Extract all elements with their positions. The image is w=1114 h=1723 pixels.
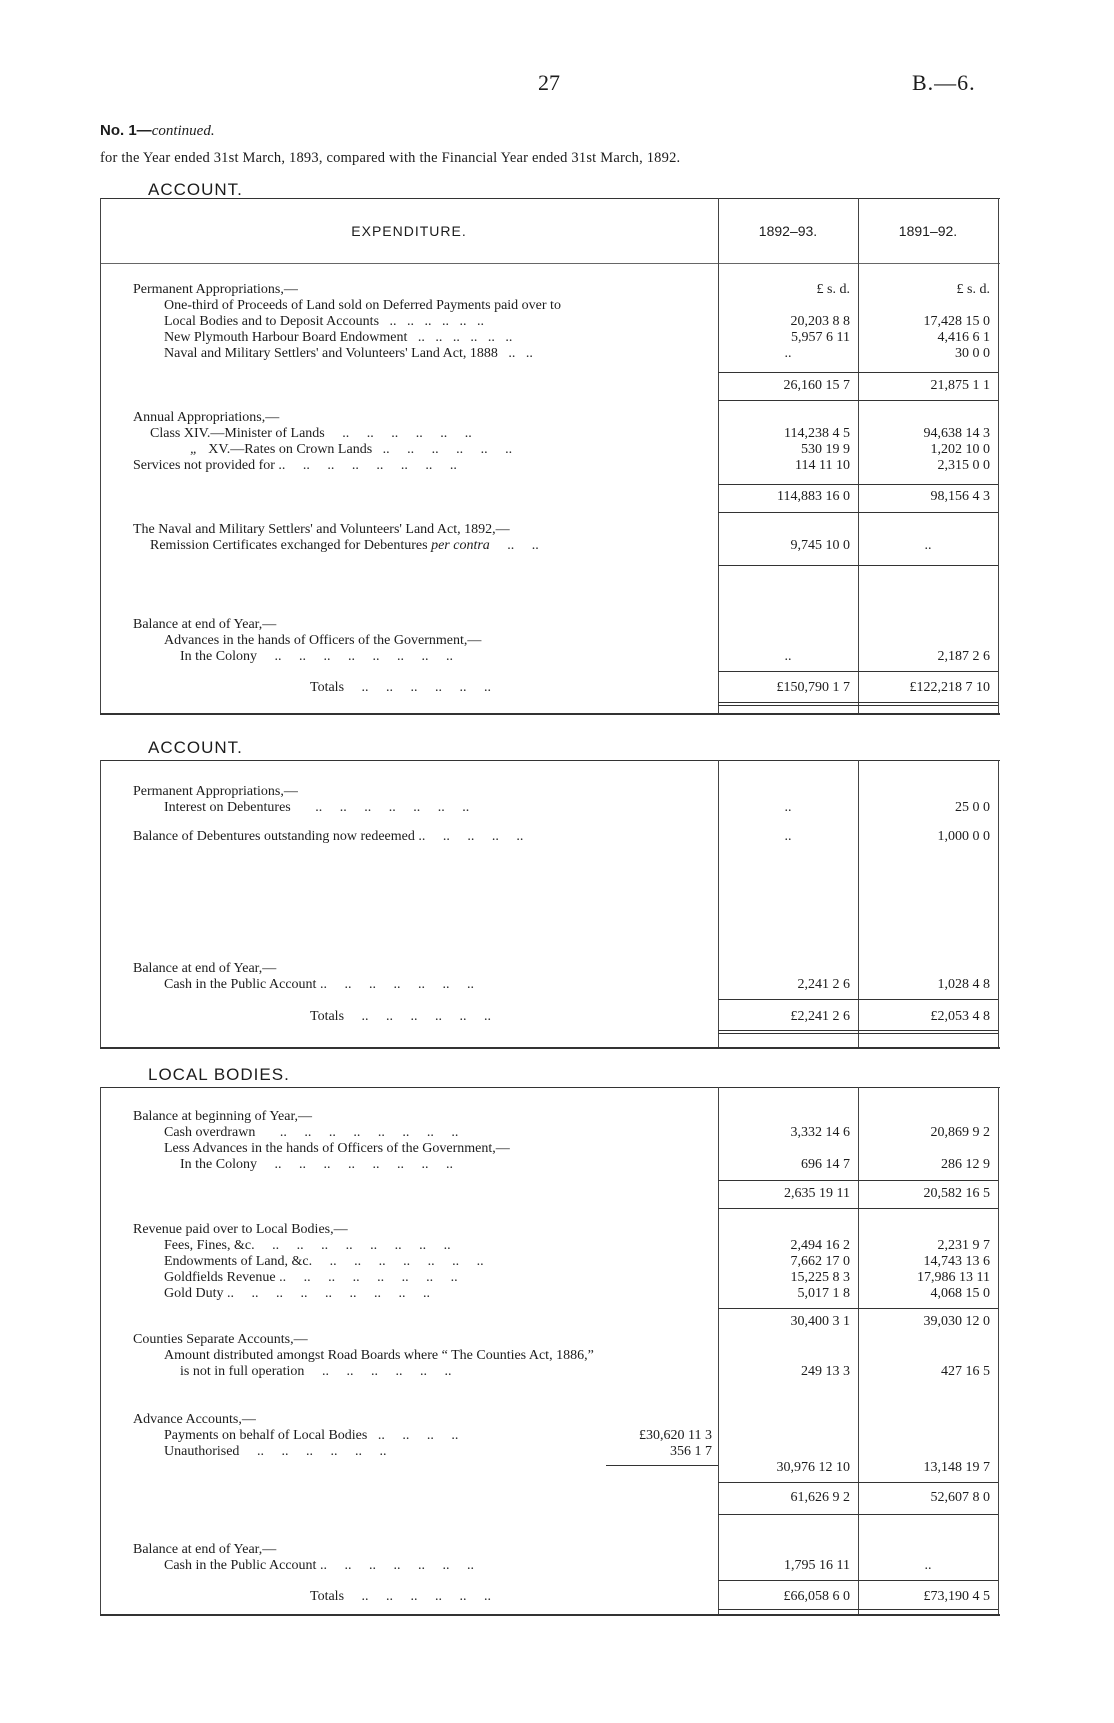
totals-label: Totals — [310, 1009, 345, 1024]
line-item-label: In the Colony — [180, 1157, 257, 1172]
value-1891-92: 286 12 9 — [941, 1157, 990, 1172]
totals-label: Totals — [310, 1589, 345, 1604]
document-reference: B.—6. — [912, 70, 976, 95]
value-1892-93: 2,494 16 2 — [790, 1238, 850, 1253]
value-1892-93: 5,017 1 8 — [797, 1286, 850, 1301]
value-1892-93: 7,662 17 0 — [790, 1254, 850, 1269]
dot-leader: .. .. .. .. .. .. — [372, 442, 513, 457]
totals-row — [310, 1589, 712, 1605]
group-heading: Permanent Appropriations,— — [133, 282, 298, 297]
value-1892-93: 696 14 7 — [801, 1157, 850, 1172]
value-1891-92: 1,028 4 8 — [937, 977, 990, 992]
group-heading: Balance at end of Year,— — [133, 1542, 277, 1557]
dot-leader: .. .. .. .. .. .. — [344, 680, 492, 695]
value-1891-92: 4,068 15 0 — [930, 1286, 990, 1301]
line-item: Amount distributed amongst Road Boards where “ The Counties Act, 1886,” — [164, 1348, 594, 1363]
line-item — [133, 829, 712, 845]
line-item: Less Advances in the hands of Officers of the Government,— — [164, 1141, 510, 1156]
line-item-label: Cash overdrawn — [164, 1125, 256, 1140]
dot-leader: .. .. .. .. .. .. .. .. — [257, 1157, 453, 1172]
line-item-label: Local Bodies and to Deposit Accounts — [164, 314, 380, 329]
line-item-label: Gold Duty — [164, 1286, 224, 1301]
line-item — [190, 442, 712, 458]
value-1891-92: 20,869 9 2 — [930, 1125, 990, 1140]
group-heading: Balance at end of Year,— — [133, 961, 277, 976]
inner-amount: £30,620 11 3 — [639, 1428, 712, 1443]
dot-leader: .. .. .. .. .. .. .. .. — [255, 1125, 459, 1140]
value-1891-92: 4,416 6 1 — [937, 330, 990, 345]
dot-leader: .. .. .. .. .. .. .. — [290, 800, 470, 815]
ditto-mark: „ — [190, 442, 198, 457]
value-1891-92: 94,638 14 3 — [923, 426, 990, 441]
value-1891-92: 2,315 0 0 — [937, 458, 990, 473]
subtotal-1892-93: 2,635 19 11 — [784, 1186, 850, 1201]
dot-leader: .. .. — [497, 346, 533, 361]
line-item — [150, 538, 712, 554]
line-item — [164, 314, 712, 330]
line-item — [164, 800, 712, 816]
line-item-label: Payments on behalf of Local Bodies — [164, 1428, 368, 1443]
value-1892-93: .. — [784, 829, 792, 844]
group-heading: The Naval and Military Settlers' and Volunteers' Land Act, 1892,— — [133, 522, 510, 537]
total-1891-92: £73,190 4 5 — [923, 1589, 990, 1604]
totals-label: Totals — [310, 680, 345, 695]
totals-row — [310, 1009, 712, 1025]
dot-leader: .. .. .. .. .. .. — [407, 330, 513, 345]
table-number — [100, 122, 215, 140]
value-1891-92: .. — [924, 538, 932, 553]
value-1892-93: 2,241 2 6 — [797, 977, 850, 992]
page-subtitle: for the Year ended 31st March, 1893, compared with the Financial Year ended 31st March, 1892. — [100, 150, 681, 166]
line-item — [164, 1254, 712, 1270]
dot-leader: .. .. .. .. .. .. — [344, 1009, 492, 1024]
value-1891-92: 13,148 19 7 — [923, 1460, 990, 1475]
dot-leader: .. .. .. .. .. .. .. .. .. — [223, 1286, 430, 1301]
section-heading-account: ACCOUNT. — [148, 738, 243, 757]
column-header-1892-93: 1892–93. — [758, 223, 818, 239]
dot-leader: .. .. — [489, 538, 539, 553]
value-1892-93: 15,225 8 3 — [790, 1270, 850, 1285]
line-item — [164, 1270, 712, 1286]
total-1891-92: £122,218 7 10 — [909, 680, 990, 695]
value-1891-92: 2,187 2 6 — [937, 649, 990, 664]
value-1892-93: 1,795 16 11 — [784, 1558, 850, 1573]
total-1892-93: £2,241 2 6 — [790, 1009, 850, 1024]
inner-amount: 356 1 7 — [670, 1444, 712, 1459]
group-heading: Annual Appropriations,— — [133, 410, 280, 425]
column-header-1891-92: 1891–92. — [898, 223, 958, 239]
value-1891-92: 427 16 5 — [941, 1364, 990, 1379]
line-item-label: Naval and Military Settlers' and Volunteers' Land Act, 1888 — [164, 346, 498, 361]
line-item-label: XV.—Rates on Crown Lands — [208, 442, 373, 457]
subtotal-1892-93: 114,883 16 0 — [777, 489, 850, 504]
line-item-label: In the Colony — [180, 649, 257, 664]
line-item-label: New Plymouth Harbour Board Endowment — [164, 330, 408, 345]
group-heading: Advance Accounts,— — [133, 1412, 256, 1427]
line-item — [164, 977, 712, 993]
totals-row — [310, 680, 712, 696]
value-1891-92: 1,202 10 0 — [930, 442, 990, 457]
line-item-label: Endowments of Land, &c. — [164, 1254, 313, 1269]
dot-leader: .. .. .. .. .. .. .. .. — [275, 1270, 458, 1285]
dot-leader: .. .. .. .. .. .. — [304, 1364, 452, 1379]
line-item — [164, 1238, 712, 1254]
value-1891-92: 30 0 0 — [955, 346, 990, 361]
line-item-label: Unauthorised — [164, 1444, 240, 1459]
line-item-label: Remission Certificates exchanged for Debentures — [150, 538, 432, 553]
line-item: One-third of Proceeds of Land sold on Deferred Payments paid over to — [164, 298, 561, 313]
value-1892-93: 20,203 8 8 — [790, 314, 850, 329]
value-1892-93: 114 11 10 — [795, 458, 850, 473]
line-item-label-italic: per contra — [431, 538, 490, 553]
value-1891-92: 14,743 13 6 — [923, 1254, 990, 1269]
section-heading-local-bodies: LOCAL BODIES. — [148, 1065, 290, 1084]
value-1892-93: .. — [784, 649, 792, 664]
section-heading-account: ACCOUNT. — [148, 180, 243, 199]
subtotal-1891-92: 98,156 4 3 — [930, 489, 990, 504]
subtotal-1891-92: 20,582 16 5 — [923, 1186, 990, 1201]
total-1892-93: £150,790 1 7 — [776, 680, 850, 695]
column-header-expenditure: EXPENDITURE. — [351, 223, 467, 239]
subtotal-1891-92: 21,875 1 1 — [930, 378, 990, 393]
group-heading: Permanent Appropriations,— — [133, 784, 298, 799]
dot-leader: .. .. .. .. .. .. — [324, 426, 472, 441]
value-1891-92: 17,986 13 11 — [917, 1270, 990, 1285]
group-heading: Balance at end of Year,— — [133, 617, 277, 632]
dot-leader: .. .. .. .. .. .. .. — [316, 977, 474, 992]
subtotal-1892-93: 26,160 15 7 — [783, 378, 850, 393]
line-item — [150, 426, 712, 442]
value-1891-92: 25 0 0 — [955, 800, 990, 815]
value-1892-93: 5,957 6 11 — [791, 330, 850, 345]
dot-leader: .. .. .. .. .. .. .. — [312, 1254, 484, 1269]
subtotal-1892-93: 30,400 3 1 — [790, 1314, 850, 1329]
line-item-label: Balance of Debentures outstanding now redeemed .. — [133, 829, 426, 844]
continued-label: continued. — [151, 123, 215, 139]
line-item-label: Interest on Debentures — [164, 800, 291, 815]
line-item — [180, 1364, 712, 1380]
value-1892-93: 114,238 4 5 — [784, 426, 850, 441]
table-number-label: No. 1— — [100, 122, 152, 139]
line-item-label: is not in full operation — [180, 1364, 305, 1379]
dot-leader: .. .. .. .. — [425, 829, 524, 844]
value-1891-92: 1,000 0 0 — [937, 829, 990, 844]
dot-leader: .. .. .. .. .. .. .. .. — [254, 1238, 451, 1253]
dot-leader: .. .. .. .. .. .. .. .. — [274, 458, 457, 473]
dot-leader: .. .. .. .. .. .. .. — [316, 1558, 474, 1573]
line-item — [164, 1444, 604, 1460]
dot-leader: .. .. .. .. .. .. — [379, 314, 485, 329]
line-item — [133, 458, 712, 474]
page-number: 27 — [538, 70, 560, 95]
line-item — [180, 649, 712, 665]
line-item-label: Goldfields Revenue — [164, 1270, 276, 1285]
units-label: £ s. d. — [956, 282, 990, 297]
value-1892-93: .. — [784, 800, 792, 815]
line-item — [164, 1428, 604, 1444]
dot-leader: .. .. .. .. .. .. — [239, 1444, 387, 1459]
line-item-label: Cash in the Public Account — [164, 1558, 317, 1573]
value-1891-92: 17,428 15 0 — [923, 314, 990, 329]
line-item: Advances in the hands of Officers of the Government,— — [164, 633, 482, 648]
line-item-label: Class XIV.—Minister of Lands — [150, 426, 325, 441]
line-item-label: Fees, Fines, &c. — [164, 1238, 255, 1253]
value-1892-93: 249 13 3 — [801, 1364, 850, 1379]
line-item-label: Services not provided for — [133, 458, 275, 473]
dot-leader: .. .. .. .. .. .. — [344, 1589, 492, 1604]
value-1892-93: 9,745 10 0 — [790, 538, 850, 553]
value-1891-92: .. — [924, 1558, 932, 1573]
group-heading: Counties Separate Accounts,— — [133, 1332, 308, 1347]
subtotal-1892-93: 61,626 9 2 — [790, 1490, 850, 1505]
total-1892-93: £66,058 6 0 — [783, 1589, 850, 1604]
units-label: £ s. d. — [816, 282, 850, 297]
line-item-label: Cash in the Public Account — [164, 977, 317, 992]
line-item — [164, 1558, 712, 1574]
value-1892-93: 3,332 14 6 — [790, 1125, 850, 1140]
total-1891-92: £2,053 4 8 — [930, 1009, 990, 1024]
line-item — [164, 1125, 712, 1141]
line-item — [164, 1286, 712, 1302]
value-1892-93: 30,976 12 10 — [776, 1460, 850, 1475]
subtotal-1891-92: 39,030 12 0 — [923, 1314, 990, 1329]
dot-leader: .. .. .. .. — [367, 1428, 459, 1443]
value-1892-93: .. — [784, 346, 792, 361]
line-item — [180, 1157, 712, 1173]
group-heading: Revenue paid over to Local Bodies,— — [133, 1222, 348, 1237]
group-heading: Balance at beginning of Year,— — [133, 1109, 313, 1124]
subtotal-1891-92: 52,607 8 0 — [930, 1490, 990, 1505]
value-1892-93: 530 19 9 — [801, 442, 850, 457]
line-item — [164, 346, 712, 362]
value-1891-92: 2,231 9 7 — [937, 1238, 990, 1253]
dot-leader: .. .. .. .. .. .. .. .. — [257, 649, 453, 664]
line-item — [164, 330, 712, 346]
